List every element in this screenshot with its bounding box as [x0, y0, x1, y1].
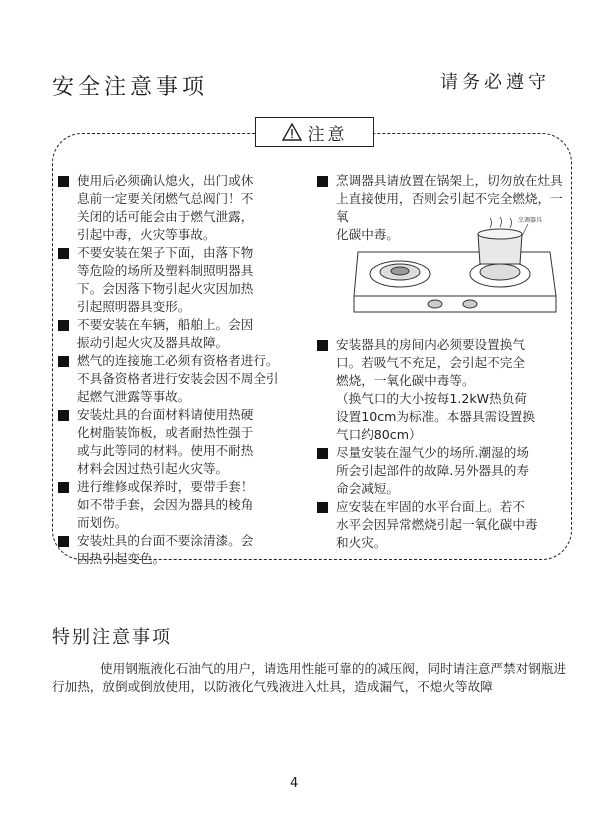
- bullet-square-icon: [58, 356, 69, 367]
- page-number: 4: [290, 776, 299, 791]
- bullet-square-icon: [58, 320, 69, 331]
- item-text: 安装灶具的台面材料请使用热硬 化树脂装饰板，或者耐热性强于 或与此等同的材料。使用不耐热 材料会因过热引起火灾等。: [77, 407, 254, 476]
- list-item: [58, 316, 310, 352]
- special-heading: 特别注意事项: [52, 627, 172, 648]
- bullet-square-icon: [317, 502, 328, 513]
- bullet-square-icon: [317, 176, 328, 187]
- stove-illustration: [350, 212, 560, 332]
- page-subtitle: 请务必遵守: [440, 72, 550, 93]
- list-item: [58, 244, 310, 316]
- page-title: 安全注意事项: [52, 75, 209, 100]
- caution-label: 注意: [307, 124, 348, 145]
- bullet-square-icon: [58, 176, 69, 187]
- list-item: [58, 172, 310, 244]
- list-item: [58, 352, 310, 406]
- bullet-square-icon: [317, 340, 328, 351]
- figure-label: 烹调器具: [518, 217, 543, 224]
- left-column: [58, 172, 310, 568]
- item-text: 燃气的连接施工必须有资格者进行。 不具备资格者进行安装会因不周全引 起燃气泄露等事故。: [77, 353, 279, 404]
- list-item: [317, 498, 575, 552]
- list-item: [317, 336, 575, 444]
- item-text: 安装灶具的台面不要涂清漆。会 因热引起变色。: [77, 533, 254, 566]
- item-text: 应安装在牢固的水平台面上。若不 水平会因异常燃烧引起一氧化碳中毒 和火灾。: [336, 499, 538, 550]
- bullet-square-icon: [58, 536, 69, 547]
- special-text: 使用钢瓶液化石油气的用户，请选用性能可靠的的减压阀，同时请注意严禁对钢瓶进行加热，放倒或倒放使用，以防液化气残液进入灶具，造成漏气，不熄火等故障: [52, 661, 566, 694]
- item-text: 安装器具的房间内必须要设置换气 口。若吸气不充足，会引起不完全 燃烧，一氧化碳中毒等。 （换气口的大小按每1.2kW热负荷 设置10cm为标准。本器具需设置换 气口约80cm）: [336, 337, 535, 442]
- list-item: [58, 478, 310, 532]
- item-text: 不要安装在架子下面，由落下物 等危险的场所及塑料制照明器具 下。会因落下物引起火灾因加热 引起照明器具变形。: [77, 245, 254, 314]
- item-text: 不要安装在车辆，船舶上。会因 振动引起火灾及器具故障。: [77, 317, 254, 350]
- item-text: 尽量安装在湿气少的场所.潮湿的场 所会引起部件的故障.另外器具的寿 命会减短。: [336, 445, 529, 496]
- item-text: 烹调器具请放置在锅架上，切勿放在灶具上直接使用，否则会引起不完全燃烧，一氧 化碳中毒。: [336, 173, 563, 242]
- list-item: [317, 444, 575, 498]
- bullet-square-icon: [58, 482, 69, 493]
- warning-triangle-icon: [282, 123, 302, 141]
- list-item: [58, 406, 310, 478]
- caution-badge: [255, 117, 374, 147]
- bullet-square-icon: [58, 248, 69, 259]
- bullet-square-icon: [58, 410, 69, 421]
- item-text: 进行维修或保养时，要带手套！ 如不带手套，会因为器具的棱角 而划伤。: [77, 479, 254, 530]
- item-text: 使用后必须确认熄火，出门或休 息前一定要关闭燃气总阀门！不 关闭的话可能会由于燃气泄露， 引起中毒，火灾等事故。: [77, 173, 254, 242]
- list-item: [58, 532, 310, 568]
- bullet-square-icon: [317, 448, 328, 459]
